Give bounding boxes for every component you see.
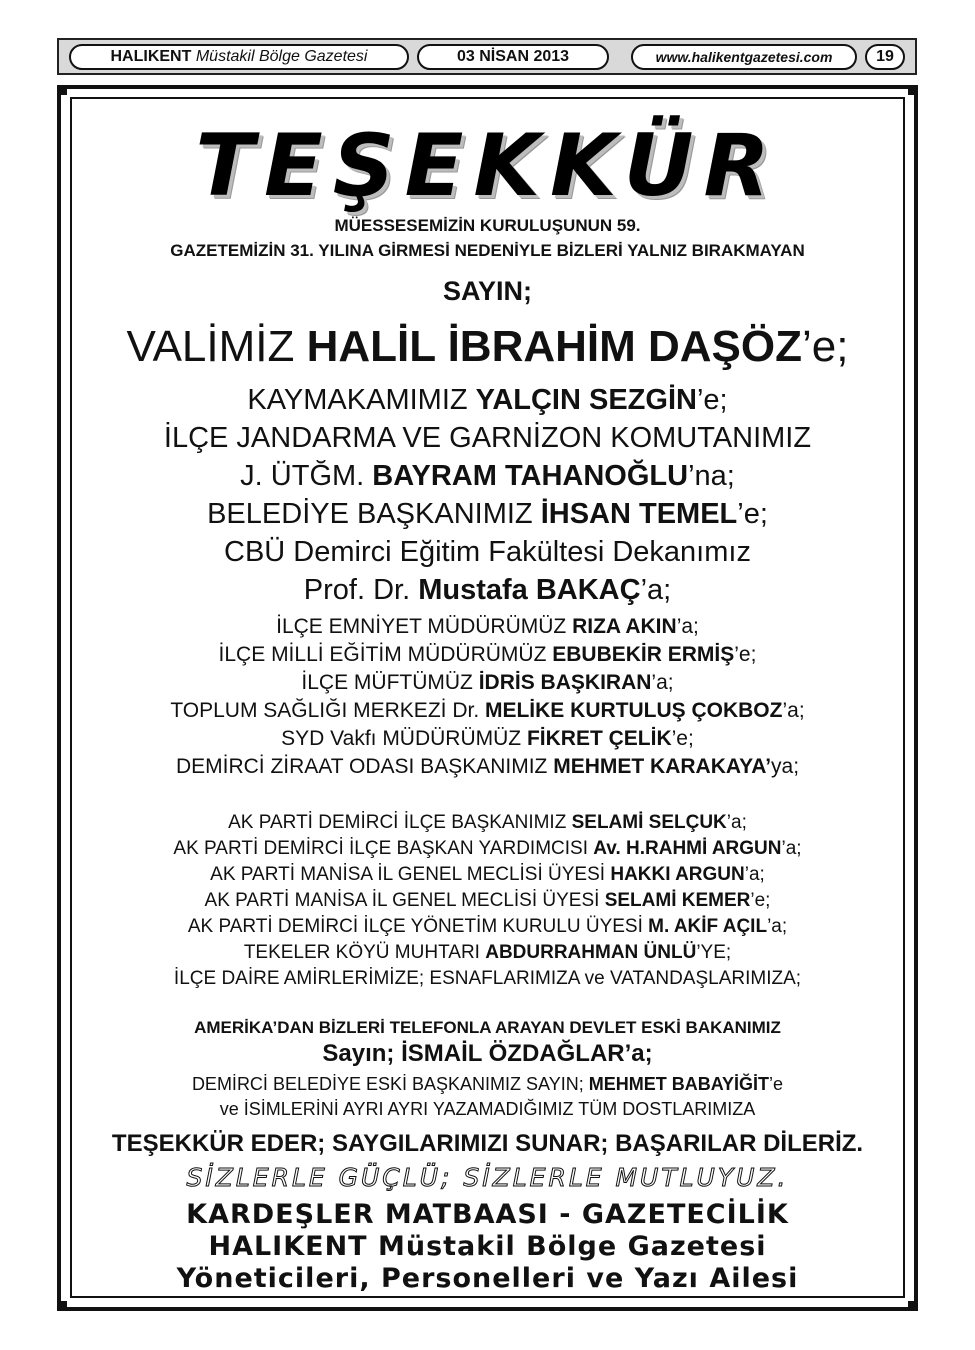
official-name: İDRİS BAŞKIRAN xyxy=(478,671,652,694)
gendarmerie-rank: J. ÜTĞM. xyxy=(240,460,373,492)
paper-subtitle: Müstakil Bölge Gazetesi xyxy=(195,48,368,65)
faculty-line: CBÜ Demirci Eğitim Fakültesi Dekanımız xyxy=(224,536,751,568)
dean-title: Prof. Dr. xyxy=(303,574,419,606)
gendarmerie-suffix: ’na; xyxy=(688,460,735,492)
party-line xyxy=(74,916,901,938)
party-name: M. AKİF AÇIL xyxy=(648,916,768,937)
official-title: İLÇE MÜFTÜMÜZ xyxy=(301,671,479,694)
citizens-line: İLÇE DAİRE AMİRLERİMİZE; ESNAFLARIMIZA ve VATANDAŞLARIMIZA; xyxy=(173,968,802,989)
mayor-line xyxy=(74,498,901,531)
frame-corner xyxy=(908,85,918,95)
page-number: 19 xyxy=(865,44,905,70)
party-suffix: ’a; xyxy=(767,916,788,937)
frame-corner xyxy=(57,85,67,95)
mayor-suffix: ’e; xyxy=(737,498,768,530)
party-title: AK PARTİ MANİSA İL GENEL MECLİSİ ÜYESİ xyxy=(210,864,611,885)
paper-name: HALIKENT xyxy=(110,48,192,65)
intro-line-1: MÜESSESEMİZİN KURULUŞUNUN 59. xyxy=(334,216,641,235)
party-suffix: ’YE; xyxy=(696,942,732,963)
official-title: İLÇE MİLLİ EĞİTİM MÜDÜRÜMÜZ xyxy=(218,643,553,666)
party-suffix: ’a; xyxy=(781,838,802,859)
party-name: HAKKI ARGUN xyxy=(610,864,745,885)
newspaper-header xyxy=(57,38,917,75)
party-suffix: ’a; xyxy=(726,812,747,833)
party-line xyxy=(74,812,901,834)
former-mayor-suffix: ’e xyxy=(769,1074,784,1094)
official-line xyxy=(74,643,901,667)
former-mayor-title: DEMİRCİ BELEDİYE ESKİ BAŞKANIMIZ SAYIN; xyxy=(191,1074,589,1094)
official-line xyxy=(74,615,901,639)
dean-line xyxy=(74,574,901,607)
party-name: SELAMİ SELÇUK xyxy=(571,812,727,833)
party-title: AK PARTİ MANİSA İL GENEL MECLİSİ ÜYESİ xyxy=(204,890,605,911)
intro-line-2: GAZETEMİZİN 31. YILINA GİRMESİ NEDENİYLE BİZLERİ YALNIZ BIRAKMAYAN xyxy=(170,241,805,260)
official-suffix: ’a; xyxy=(676,615,699,638)
governor-line xyxy=(74,322,901,372)
party-name: SELAMİ KEMER xyxy=(604,890,751,911)
governor-name: HALİL İBRAHİM DAŞÖZ xyxy=(306,322,802,371)
official-line xyxy=(74,671,901,695)
slogan-line: SİZLERLE GÜÇLÜ; SİZLERLE MUTLUYUZ. xyxy=(186,1163,789,1192)
party-name: ABDURRAHMAN ÜNLÜ xyxy=(485,942,697,963)
governor-title: VALİMİZ xyxy=(126,322,307,371)
official-line xyxy=(74,755,901,779)
district-governor-suffix: ’e; xyxy=(696,384,728,416)
official-suffix: ’e; xyxy=(734,643,757,666)
official-name: EBUBEKİR ERMİŞ xyxy=(552,643,735,666)
gendarmerie-title-line: İLÇE JANDARMA VE GARNİZON KOMUTANIMIZ xyxy=(163,422,812,454)
ad-title: TEŞEKKÜR xyxy=(195,116,780,216)
official-title: SYD Vakfı MÜDÜRÜMÜZ xyxy=(281,727,527,750)
party-line xyxy=(74,890,901,912)
dean-suffix: ’a; xyxy=(640,574,672,606)
sayin-heading: SAYIN; xyxy=(442,276,533,306)
official-title: TOPLUM SAĞLIĞI MERKEZİ Dr. xyxy=(170,699,485,722)
party-line xyxy=(74,864,901,886)
official-title: İLÇE EMNİYET MÜDÜRÜMÜZ xyxy=(276,615,573,638)
official-line xyxy=(74,727,901,751)
official-suffix: ya; xyxy=(771,755,800,778)
gendarmerie-name: BAYRAM TAHANOĞLU xyxy=(372,460,689,492)
district-governor-title: KAYMAKAMIMIZ xyxy=(247,384,476,416)
former-mayor-line xyxy=(74,1074,901,1095)
friends-line: ve İSİMLERİNİ AYRI AYRI YAZAMADIĞIMIZ TÜM DOSTLARIMIZA xyxy=(219,1099,756,1119)
official-line xyxy=(74,699,901,723)
gendarmerie-line xyxy=(74,460,901,493)
mayor-title: BELEDİYE BAŞKANIMIZ xyxy=(207,498,541,530)
party-title: AK PARTİ DEMİRCİ İLÇE BAŞKAN YARDIMCISI xyxy=(173,838,594,859)
dean-name: Mustafa BAKAÇ xyxy=(418,574,641,606)
official-name: MEHMET KARAKAYA’ xyxy=(553,755,772,778)
official-title: DEMİRCİ ZİRAAT ODASI BAŞKANIMIZ xyxy=(175,755,554,778)
party-title: AK PARTİ DEMİRCİ İLÇE BAŞKANIMIZ xyxy=(228,812,572,833)
district-governor-name: YALÇIN SEZGİN xyxy=(475,384,697,416)
official-suffix: ’a; xyxy=(651,671,674,694)
frame-corner xyxy=(57,1301,67,1311)
signature-line-2: HALIKENT Müstakil Bölge Gazetesi xyxy=(208,1231,767,1262)
paper-name-pill xyxy=(69,44,409,70)
official-name: MELİKE KURTULUŞ ÇOKBOZ xyxy=(484,699,783,722)
district-governor-line xyxy=(74,384,901,417)
america-line: AMERİKA’DAN BİZLERİ TELEFONLA ARAYAN DEVLET ESKİ BAKANIMIZ xyxy=(194,1018,781,1037)
mayor-name: İHSAN TEMEL xyxy=(540,498,738,530)
frame-corner xyxy=(908,1301,918,1311)
party-name: Av. H.RAHMİ ARGUN xyxy=(593,838,782,859)
governor-suffix: ’e; xyxy=(802,322,849,371)
thanks-line: TEŞEKKÜR EDER; SAYGILARIMIZI SUNAR; BAŞARILAR DİLERİZ. xyxy=(111,1130,864,1157)
signature-line-1: KARDEŞLER MATBAASI - GAZETECİLİK xyxy=(186,1199,789,1230)
website-link[interactable]: www.halikentgazetesi.com xyxy=(631,44,857,70)
former-mayor-name: MEHMET BABAYİĞİT xyxy=(588,1074,770,1094)
issue-date: 03 NİSAN 2013 xyxy=(417,44,609,70)
official-name: FİKRET ÇELİK xyxy=(526,727,672,750)
party-line xyxy=(74,838,901,860)
official-suffix: ’e; xyxy=(671,727,694,750)
party-suffix: ’a; xyxy=(744,864,765,885)
party-title: TEKELER KÖYÜ MUHTARI xyxy=(243,942,486,963)
party-line xyxy=(74,942,901,964)
signature-line-3: Yöneticileri, Personelleri ve Yazı Ailesi xyxy=(176,1263,799,1294)
official-name: RIZA AKIN xyxy=(572,615,677,638)
official-suffix: ’a; xyxy=(782,699,805,722)
minister-line: Sayın; İSMAİL ÖZDAĞLAR’a; xyxy=(322,1040,653,1067)
party-title: AK PARTİ DEMİRCİ İLÇE YÖNETİM KURULU ÜYESİ xyxy=(187,916,649,937)
party-suffix: ’e; xyxy=(750,890,771,911)
